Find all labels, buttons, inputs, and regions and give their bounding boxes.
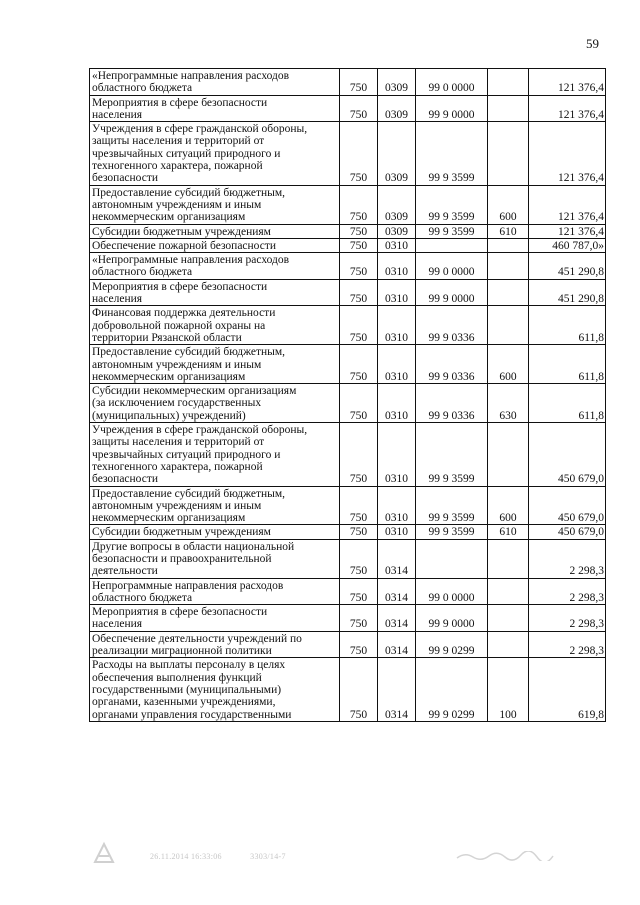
row-expense-type: 100: [488, 658, 529, 721]
row-gr-code: 750: [340, 306, 378, 345]
row-expense-type: [488, 279, 529, 306]
row-gr-code: 750: [340, 525, 378, 539]
row-article-code: 99 0 0000: [416, 69, 488, 96]
row-expense-type: 600: [488, 486, 529, 525]
row-expense-type: [488, 605, 529, 632]
row-amount: 2 298,3: [529, 605, 606, 632]
row-article-code: 99 9 0000: [416, 95, 488, 122]
row-name: Субсидии бюджетным учреждениям: [90, 224, 340, 238]
table-row: [90, 631, 606, 658]
row-article-code: 99 9 3599: [416, 525, 488, 539]
table-row: [90, 345, 606, 384]
row-section-code: 0310: [378, 423, 416, 486]
page-number: 59: [586, 36, 599, 51]
footer-doc-id: 3303/14-7: [250, 852, 286, 861]
row-expense-type: [488, 423, 529, 486]
row-name: Обеспечение деятельности учреждений по реализации миграционной политики: [90, 631, 340, 658]
row-amount: 450 679,0: [529, 423, 606, 486]
row-gr-code: 750: [340, 539, 378, 578]
table-row: [90, 539, 606, 578]
row-gr-code: 750: [340, 224, 378, 238]
table-row: [90, 224, 606, 238]
row-name: Финансовая поддержка деятельности добровольной пожарной охраны на территории Рязанской области: [90, 306, 340, 345]
row-name: Мероприятия в сфере безопасности населения: [90, 95, 340, 122]
row-article-code: 99 9 3599: [416, 122, 488, 185]
row-article-code: [416, 539, 488, 578]
row-gr-code: 750: [340, 345, 378, 384]
row-gr-code: 750: [340, 95, 378, 122]
row-name: Мероприятия в сфере безопасности населения: [90, 605, 340, 632]
row-article-code: 99 9 0000: [416, 605, 488, 632]
table-row: [90, 486, 606, 525]
row-gr-code: 750: [340, 384, 378, 423]
row-amount: 121 376,4: [529, 69, 606, 96]
row-amount: 121 376,4: [529, 122, 606, 185]
row-expense-type: [488, 253, 529, 280]
table-row: [90, 185, 606, 224]
table-row: [90, 279, 606, 306]
row-name: «Непрограммные направления расходов областного бюджета: [90, 253, 340, 280]
row-name: Учреждения в сфере гражданской обороны, защиты населения и территорий от чрезвычайных ситуаций природного и техногенного характера, пожарной безопасности: [90, 122, 340, 185]
row-gr-code: 750: [340, 578, 378, 605]
row-name: Мероприятия в сфере безопасности населения: [90, 279, 340, 306]
row-section-code: 0314: [378, 658, 416, 721]
row-name: Расходы на выплаты персоналу в целях обеспечения выполнения функций государственными (муниципальными) органами, казенными учреждениями, органами управления государственными: [90, 658, 340, 721]
row-name: Предоставление субсидий бюджетным, автономным учреждениям и иным некоммерческим организациям: [90, 185, 340, 224]
row-amount: 611,8: [529, 384, 606, 423]
row-article-code: 99 9 0336: [416, 306, 488, 345]
table-row: [90, 238, 606, 252]
row-section-code: 0310: [378, 525, 416, 539]
row-amount: 451 290,8: [529, 253, 606, 280]
row-gr-code: 750: [340, 122, 378, 185]
budget-table: [89, 68, 606, 722]
table-row: [90, 423, 606, 486]
row-amount: 121 376,4: [529, 95, 606, 122]
table-row: [90, 525, 606, 539]
row-article-code: 99 9 0336: [416, 345, 488, 384]
row-gr-code: 750: [340, 631, 378, 658]
row-amount: 611,8: [529, 345, 606, 384]
row-gr-code: 750: [340, 423, 378, 486]
row-expense-type: [488, 306, 529, 345]
row-expense-type: 610: [488, 224, 529, 238]
row-expense-type: 600: [488, 185, 529, 224]
row-section-code: 0314: [378, 539, 416, 578]
row-section-code: 0309: [378, 224, 416, 238]
row-expense-type: [488, 539, 529, 578]
row-section-code: 0314: [378, 631, 416, 658]
signature-mark-icon: [455, 848, 555, 858]
row-article-code: 99 9 3599: [416, 423, 488, 486]
row-expense-type: [488, 95, 529, 122]
row-section-code: 0310: [378, 253, 416, 280]
row-name: Учреждения в сфере гражданской обороны, защиты населения и территорий от чрезвычайных ситуаций природного и техногенного характера, пожарной безопасности: [90, 423, 340, 486]
row-article-code: 99 9 3599: [416, 486, 488, 525]
table-row: [90, 122, 606, 185]
table-row: [90, 253, 606, 280]
row-gr-code: 750: [340, 253, 378, 280]
row-amount: 2 298,3: [529, 578, 606, 605]
row-article-code: 99 0 0000: [416, 253, 488, 280]
row-name: Обеспечение пожарной безопасности: [90, 238, 340, 252]
row-name: Предоставление субсидий бюджетным, автономным учреждениям и иным некоммерческим организациям: [90, 486, 340, 525]
row-amount: 2 298,3: [529, 631, 606, 658]
row-amount: 450 679,0: [529, 525, 606, 539]
row-section-code: 0309: [378, 69, 416, 96]
row-gr-code: 750: [340, 238, 378, 252]
row-name: Непрограммные направления расходов областного бюджета: [90, 578, 340, 605]
row-section-code: 0310: [378, 345, 416, 384]
row-gr-code: 750: [340, 605, 378, 632]
row-expense-type: 610: [488, 525, 529, 539]
row-name: Субсидии некоммерческим организациям (за исключением государственных (муниципальных) учреждений): [90, 384, 340, 423]
row-amount: 611,8: [529, 306, 606, 345]
row-expense-type: [488, 631, 529, 658]
budget-table-body: [90, 69, 606, 722]
row-section-code: 0310: [378, 279, 416, 306]
row-name: Предоставление субсидий бюджетным, автономным учреждениям и иным некоммерческим организациям: [90, 345, 340, 384]
row-article-code: 99 9 3599: [416, 224, 488, 238]
row-section-code: 0314: [378, 578, 416, 605]
row-article-code: 99 9 0299: [416, 631, 488, 658]
row-gr-code: 750: [340, 658, 378, 721]
row-amount: 460 787,0»: [529, 238, 606, 252]
table-row: [90, 384, 606, 423]
footer-datetime: 26.11.2014 16:33:06: [150, 852, 222, 861]
row-section-code: 0310: [378, 486, 416, 525]
row-gr-code: 750: [340, 279, 378, 306]
row-gr-code: 750: [340, 486, 378, 525]
row-article-code: 99 9 0299: [416, 658, 488, 721]
row-name: Другие вопросы в области национальной безопасности и правоохранительной деятельности: [90, 539, 340, 578]
table-row: [90, 605, 606, 632]
row-article-code: [416, 238, 488, 252]
row-amount: 451 290,8: [529, 279, 606, 306]
row-gr-code: 750: [340, 69, 378, 96]
row-amount: 450 679,0: [529, 486, 606, 525]
table-row: [90, 658, 606, 721]
row-article-code: 99 9 0000: [416, 279, 488, 306]
row-section-code: 0309: [378, 122, 416, 185]
table-row: [90, 578, 606, 605]
row-section-code: 0309: [378, 95, 416, 122]
scan-mark-icon: [92, 840, 116, 866]
footer-stamp: [150, 852, 312, 861]
table-row: [90, 95, 606, 122]
row-gr-code: 750: [340, 185, 378, 224]
row-article-code: 99 0 0000: [416, 578, 488, 605]
row-amount: 619,8: [529, 658, 606, 721]
row-amount: 2 298,3: [529, 539, 606, 578]
table-row: [90, 306, 606, 345]
row-section-code: 0310: [378, 238, 416, 252]
row-expense-type: [488, 238, 529, 252]
row-section-code: 0314: [378, 605, 416, 632]
row-expense-type: [488, 122, 529, 185]
row-amount: 121 376,4: [529, 185, 606, 224]
row-expense-type: 630: [488, 384, 529, 423]
table-row: [90, 69, 606, 96]
row-article-code: 99 9 3599: [416, 185, 488, 224]
row-name: Субсидии бюджетным учреждениям: [90, 525, 340, 539]
row-expense-type: [488, 69, 529, 96]
row-article-code: 99 9 0336: [416, 384, 488, 423]
row-section-code: 0310: [378, 306, 416, 345]
row-section-code: 0309: [378, 185, 416, 224]
row-name: «Непрограммные направления расходов областного бюджета: [90, 69, 340, 96]
row-section-code: 0310: [378, 384, 416, 423]
row-expense-type: 600: [488, 345, 529, 384]
row-amount: 121 376,4: [529, 224, 606, 238]
row-expense-type: [488, 578, 529, 605]
